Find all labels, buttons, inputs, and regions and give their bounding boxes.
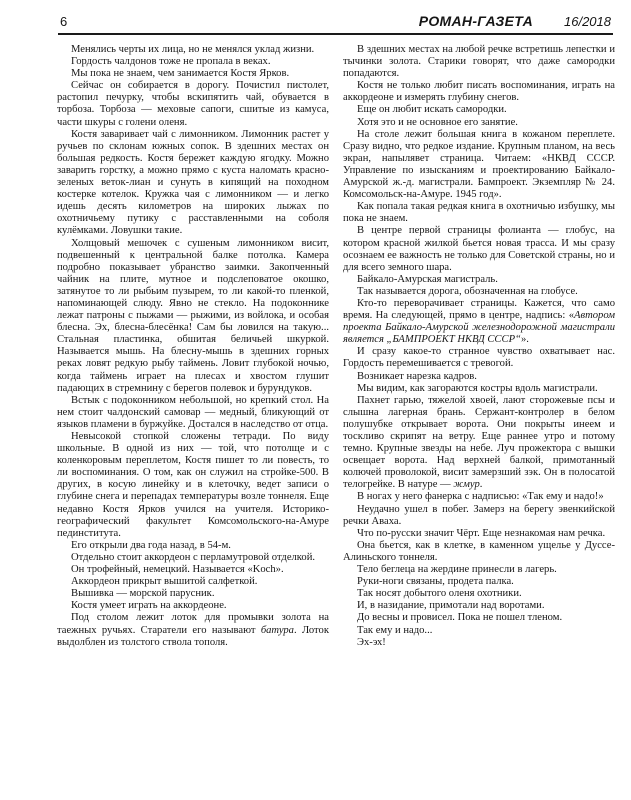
paragraph: Он трофейный, немецкий. Называется «Koch». bbox=[71, 564, 284, 576]
paragraph: Она бьется, как в клетке, в каменном ущелье у Дуссе-Алиньского тоннеля. bbox=[343, 539, 615, 563]
paragraph: Руки-ноги связаны, продета палка. bbox=[357, 576, 514, 588]
paragraph: Что по-русски значит Чёрт. Еще незнакомая нам речка. bbox=[357, 527, 606, 539]
paragraph: Эх-эх! bbox=[357, 636, 386, 648]
paragraph: Костя не только любит писать воспоминания, играть на аккордеоне и измерять глубину снегов. bbox=[343, 80, 615, 104]
paragraph: В ногах у него фанерка с надписью: «Так ему и надо!» bbox=[357, 491, 604, 503]
paragraph: До весны и провисел. Пока не пошел тленом. bbox=[357, 612, 563, 624]
paragraph: И сразу какое-то странное чувство охватывает нас. Гордость перемешивается с тревогой. bbox=[343, 346, 615, 370]
paragraph: Мы пока не знаем, чем занимается Костя Ярков. bbox=[71, 68, 290, 80]
paragraph: Аккордеон прикрыт вышитой салфеткой. bbox=[71, 576, 258, 588]
paragraph: Как попала такая редкая книга в охотничью избушку, мы пока не знаем. bbox=[343, 201, 615, 225]
left-column bbox=[57, 44, 329, 649]
paragraph: Холщовый мешочек с сушеным лимонником висит, подвешенный к центральной балке потолка. Камера подробно показывает убранство заимки. Закопченный чайник на плите, мутное и подслеповатое окошко, затянутое то ли рыбьим пузырем, то ли какой-то пленкой, напоминающей слюду. Явно не стекло. На подоконнике лежат патроны с пыжами — рыжими, из войлока, и особая блесна. Эх, блесна-блесёнка! Сам бы ловился на такую... Стальная пластинка, обшитая беличьей шкуркой. Называется мышь. На блесну-мышь в здешних горных реках ловят редкую рыбу таймень. Ловит глубокой ночью, когда таймень играет на плесах и хвостом глушит падающих в стремнину с берегов полевок и бурундуков. bbox=[57, 237, 329, 394]
magazine-title: РОМАН-ГАЗЕТА bbox=[418, 13, 533, 29]
paragraph: Отдельно стоит аккордеон с перламутровой отделкой. bbox=[71, 551, 316, 563]
paragraph: Так называется дорога, обозначенная на глобусе. bbox=[357, 285, 578, 297]
paragraph: На столе лежит большая книга в кожаном переплете. Сразу видно, что редкое издание. Крупным планом, на весь экран, напылявет страница. Читаем: «НКВД СССР. Управление по изысканиям и проектированию Байкало-Амурской ж.-д. магистрали. Бампроект. Экземпляр № 24. Комсомольск-на-Амуре. 1945 год». bbox=[343, 128, 615, 201]
paragraph: Так носят добытого оленя охотники. bbox=[357, 588, 522, 600]
page-number: 6 bbox=[60, 14, 68, 29]
paragraph: Неудачно ушел в побег. Замерз на берегу эвенкийской речки Аваха. bbox=[343, 503, 615, 527]
paragraph: Под столом лежит лоток для промывки золота на таежных ручьях. Старатели его называют батура. Лоток выдолблен из толстого ствола тополя. bbox=[57, 612, 329, 648]
paragraph: Кто-то переворачивает страницы. Кажется, что само время. На следующей, прямо в центре, надпись: «Автором проекта Байкало-Амурской железнодорожной магистрали является „БАМПРОЕКТ НКВД СССР“». bbox=[343, 297, 615, 346]
issue-number: 16/2018 bbox=[564, 14, 611, 29]
paragraph: Тело беглеца на жердине принесли в лагерь. bbox=[357, 564, 557, 576]
paragraph: Костя умеет играть на аккордеоне. bbox=[71, 600, 227, 612]
paragraph: Еще он любит искать самородки. bbox=[357, 104, 507, 116]
paragraph: Невысокой стопкой сложены тетради. По виду школьные. В одной из них — той, что потолще и с коленкоровым переплетом, Костя пишет то ли повесть, то ли воспоминания. О том, как он служил на стройке-500. В других, в косую линейку и в клеточку, ведет записи о глубине снега и перепадах температуры возле тоннеля. Еще недавно Костя Ярков учился на учителя. Историко-географический факультет Комсомольского-на-Амуре пединститута. bbox=[57, 431, 329, 539]
paragraph: Мы видим, как загораются костры вдоль магистрали. bbox=[357, 382, 598, 394]
right-column bbox=[343, 44, 615, 649]
paragraph: Пахнет гарью, тяжелой хвоей, лают сторожевые псы и слышна лагерная брань. Сержант-контролер в белом полушубке открывает ворота. Они покрыты инеем и тоскливо скрипят на ветру. Еще раннее утро и потому темно. Крупные звезды на небе. Луч прожектора с вышки освещает ворота. Над верхней балкой, примотанный колючей проволокой, висит замерзший зэк. Он в полосатой телогрейке. В натуре — жмур. bbox=[343, 394, 615, 491]
paragraph: Хотя это и не основное его занятие. bbox=[357, 116, 518, 128]
paragraph: В центре первой страницы фолианта — глобус, на котором красной жилкой бьется новая трасса. И мы сразу осознаем ее важность не только для Советской страны, но и для всего земного шара. bbox=[343, 225, 615, 273]
paragraph: В здешних местах на любой речке встретишь лепестки и тычинки золота. Старики говорят, что даже самородки попадаются. bbox=[343, 44, 615, 80]
paragraph: Его открыли два года назад, в 54-м. bbox=[71, 539, 231, 551]
paragraph: Костя заваривает чай с лимонником. Лимонник растет у ручьев по склонам южных сопок. В здешних местах он большая редкость. Костя бережет каждую ягодку. Можно заварить горстку, а можно прямо с куста наломать красно-зеленых веток-лиан и сунуть в кипящий на походном костерке котелок. Кружка чая с лимонником — и легко идешь десять километров на широких лыжах по охотничьему путику с расставленными на соболя кулёмками. Ловушки такие. bbox=[57, 128, 329, 237]
paragraph: Сейчас он собирается в дорогу. Почистил пистолет, растопил печурку, чтобы вскипятить чай, обувается в торбоза. Торбоза — меховые сапоги, сшитые из камуса, части шкуры с голени оленя. bbox=[57, 80, 329, 128]
paragraph: Так ему и надо... bbox=[357, 624, 433, 636]
paragraph: Возникает нарезка кадров. bbox=[357, 370, 477, 382]
paragraph: Вышивка — морской парусник. bbox=[71, 588, 215, 600]
running-header bbox=[58, 13, 613, 35]
paragraph: Встык с подоконником небольшой, но крепкий стол. На нем стоит чалдонский самовар — медный, бликующий от языков пламени в буржуйке. Достался в наследство от отца. bbox=[57, 394, 329, 430]
paragraph: Гордость чалдонов тоже не пропала в веках. bbox=[71, 56, 271, 68]
paragraph: И, в назидание, примотали над воротами. bbox=[357, 600, 545, 612]
paragraph: Байкало-Амурская магистраль. bbox=[357, 273, 498, 285]
paragraph: Менялись черты их лица, но не менялся уклад жизни. bbox=[71, 44, 315, 55]
